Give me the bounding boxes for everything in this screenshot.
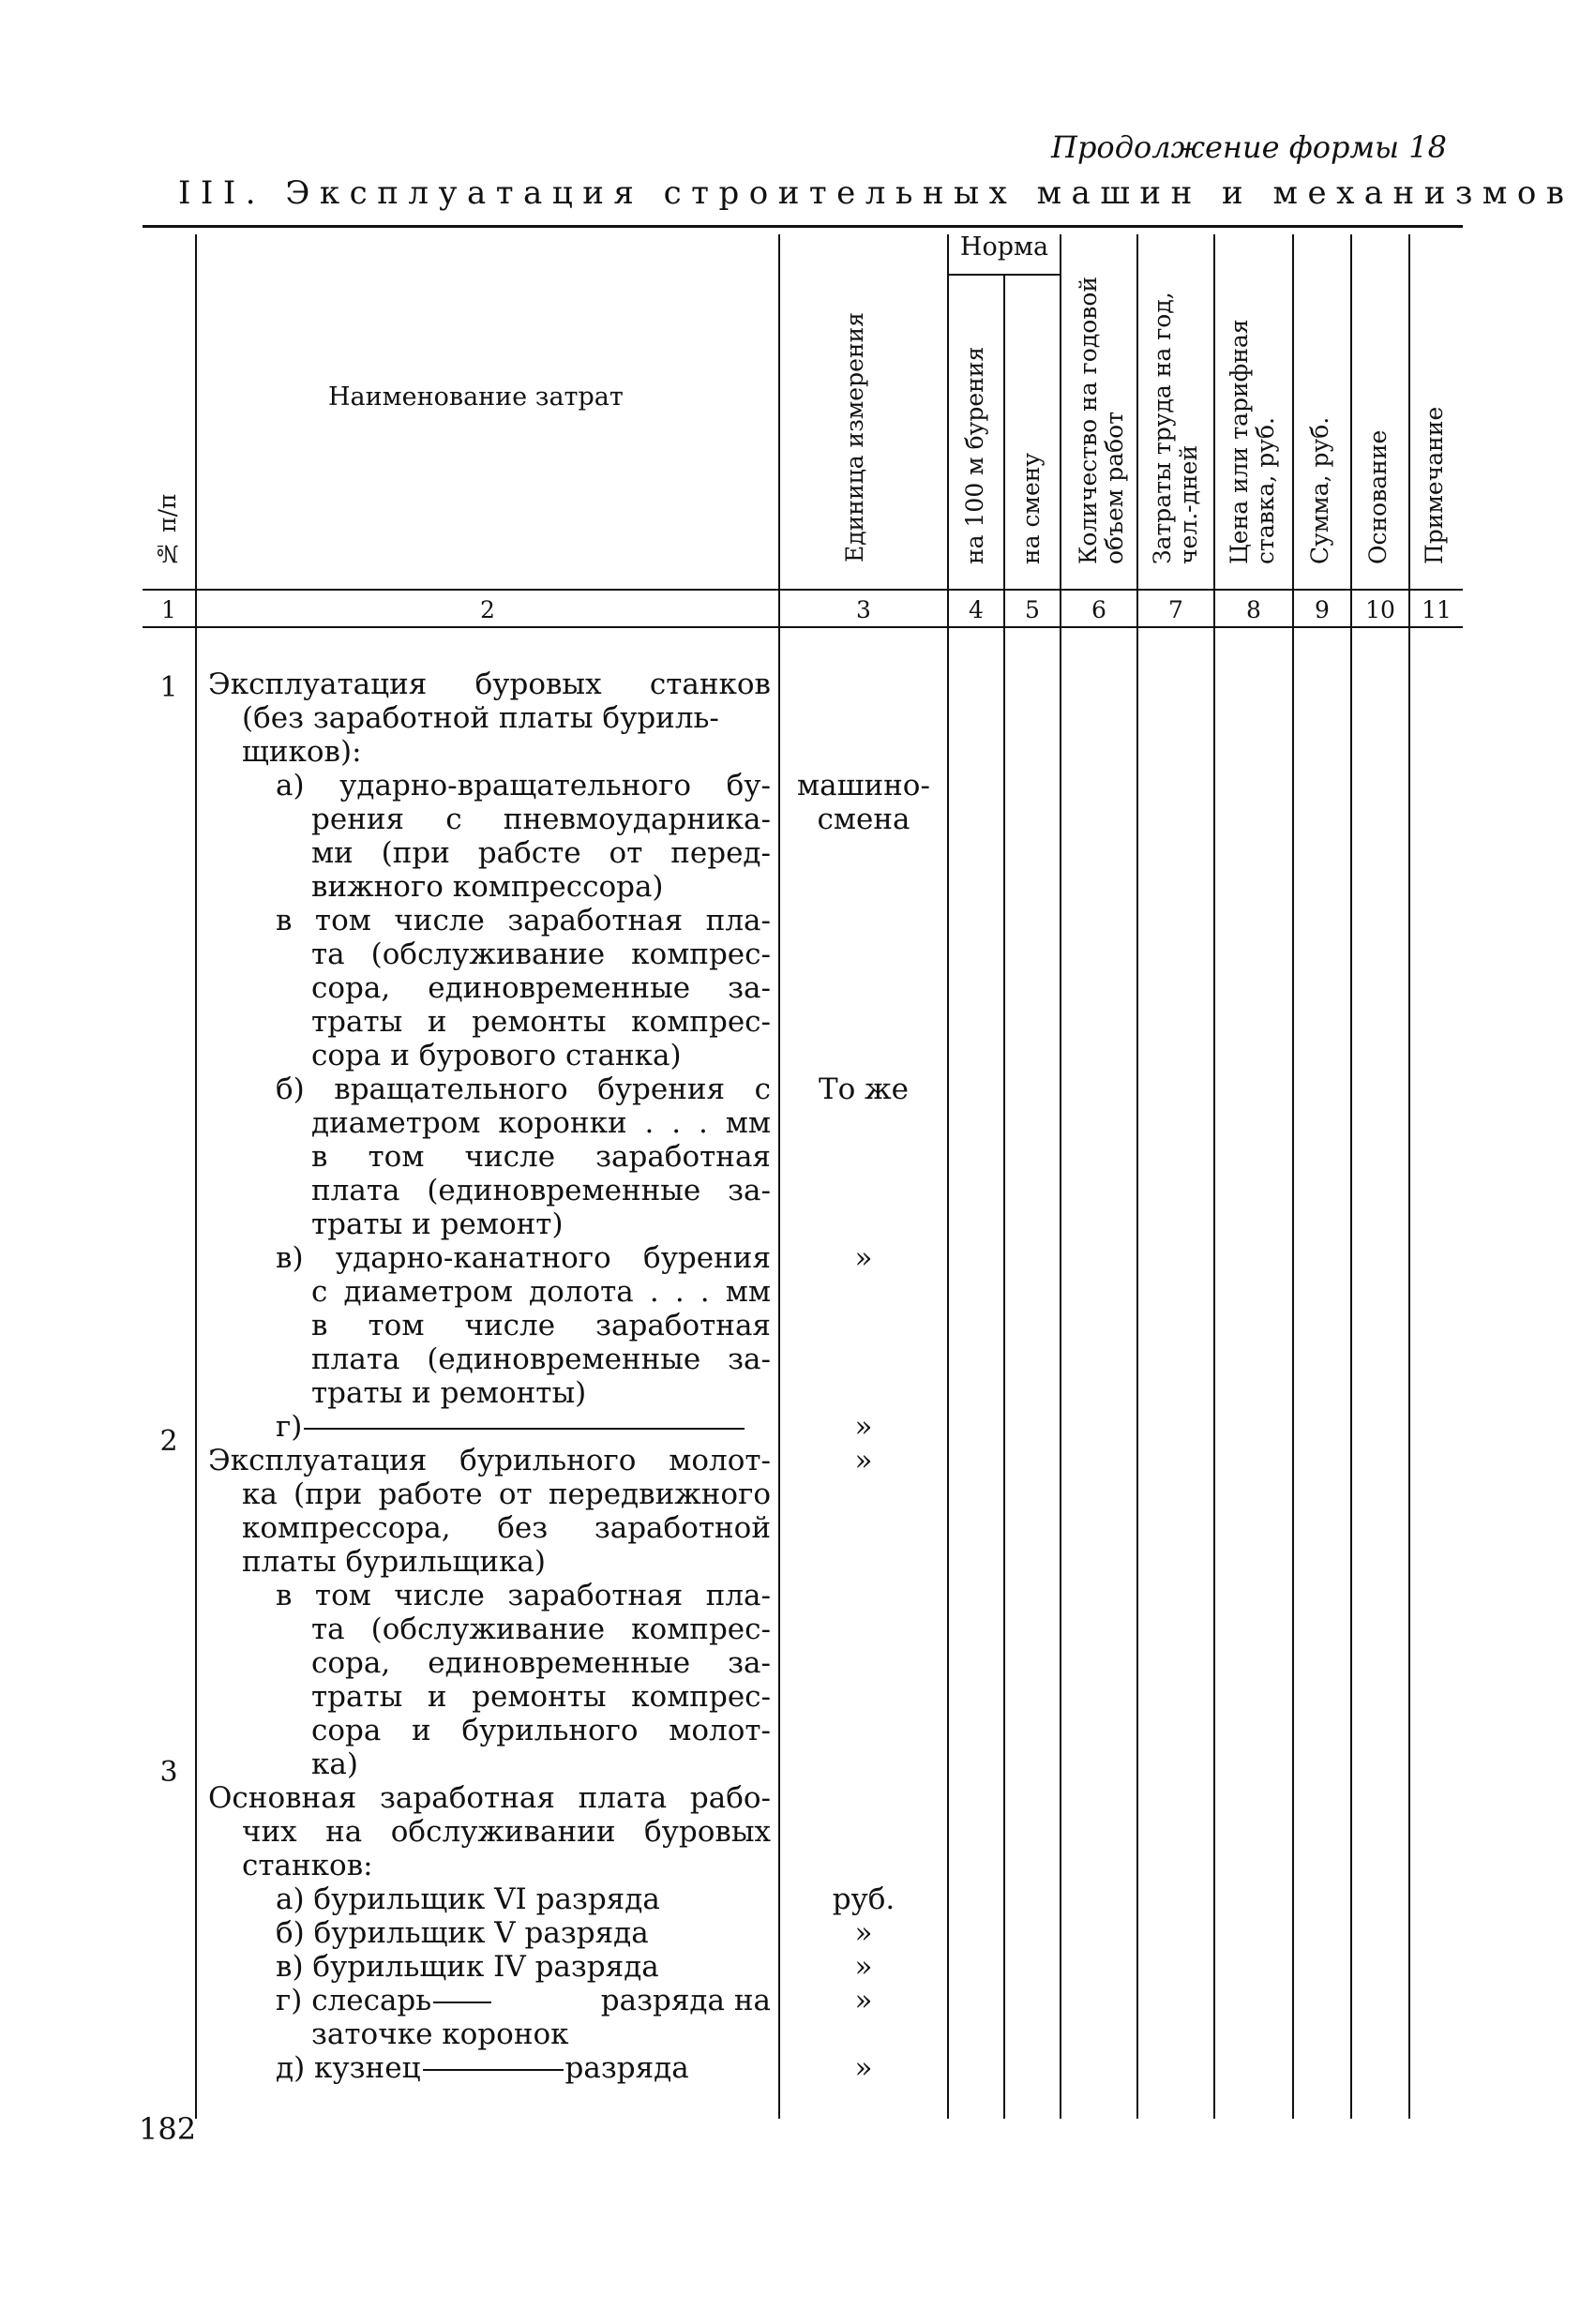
text-line: а) ударно-вращательного бу- [276, 769, 771, 802]
text-line: траты и ремонты компрес- [311, 1005, 771, 1039]
text-line: сора, единовременные за- [311, 1646, 771, 1680]
header-note: Примечание [1421, 406, 1448, 564]
text-line: траты и ремонты) [311, 1376, 587, 1410]
text-line-part: разряда [564, 2051, 689, 2085]
header-sum: Сумма, руб. [1306, 416, 1333, 564]
text-line: Эксплуатация буровых станков [208, 667, 771, 701]
text-line: сора и бурильного молот- [311, 1714, 771, 1747]
text-line: ка (при работе от передвижного [242, 1477, 771, 1511]
unit-value: То же [818, 1072, 910, 1106]
text-line: в том числе заработная [311, 1140, 771, 1174]
unit-value: » [854, 1410, 873, 1444]
blank-fill-line [304, 1428, 745, 1430]
text-line: Основная заработная плата рабо- [208, 1781, 771, 1815]
text-line: та (обслуживание компрес- [311, 1612, 771, 1646]
text-line: (без заработной платы буриль- [242, 701, 719, 735]
unit-value: » [854, 1444, 873, 1477]
unit-value: смена [817, 802, 910, 836]
column-number-10: 10 [1365, 596, 1395, 623]
text-line: сора и бурового станка) [311, 1039, 682, 1072]
text-line: компрессора, без заработной [242, 1511, 771, 1545]
text-line: плата (единовременные за- [311, 1342, 771, 1376]
text-line: станков: [242, 1849, 373, 1882]
text-line: траты и ремонты компрес- [311, 1680, 771, 1714]
header-quantity-line1: Количество на годовой [1075, 276, 1102, 564]
column-number-3: 3 [856, 596, 871, 623]
text-line: рения с пневмоударника- [311, 802, 771, 836]
text-line: плата (единовременные за- [311, 1174, 771, 1207]
text-line: б) вращательного бурения с [276, 1072, 771, 1106]
header-num: № п/п [154, 493, 181, 567]
text-line: траты и ремонт) [311, 1207, 564, 1241]
text-line: платы бурильщика) [242, 1545, 546, 1579]
unit-value: » [854, 1984, 873, 2017]
text-line: сора, единовременные за- [311, 971, 771, 1005]
header-labor-line2: чел.-дней [1175, 444, 1202, 564]
text-line: в) ударно-канатного бурения [276, 1241, 771, 1275]
text-line: а) бурильщик VI разряда [276, 1882, 660, 1916]
text-line: в том числе заработная [311, 1309, 771, 1342]
column-number-6: 6 [1091, 596, 1106, 623]
column-number-2: 2 [480, 596, 495, 623]
text-line: та (обслуживание компрес- [311, 937, 771, 971]
column-number-4: 4 [969, 596, 984, 623]
section-title: III. Эксплуатация строительных машин и механизмов [178, 174, 1574, 212]
text-line: б) бурильщик V разряда [276, 1916, 649, 1950]
text-line: в том числе заработная пла- [276, 904, 771, 937]
header-norma-shift: на смену [1017, 452, 1045, 564]
text-line: в) бурильщик IV разряда [276, 1950, 659, 1984]
column-number-7: 7 [1168, 596, 1183, 623]
text-line-part: д) кузнец [276, 2051, 421, 2085]
header-norma: Норма [959, 232, 1049, 262]
text-line: Эксплуатация бурильного молот- [208, 1444, 771, 1477]
text-line: диаметром коронки . . . мм [311, 1106, 771, 1140]
row-number-3: 3 [159, 1756, 178, 1789]
text-line-part: г) [276, 1410, 303, 1444]
blank-fill-line [423, 2069, 564, 2071]
header-price-line2: ставка, руб. [1252, 417, 1279, 564]
column-number-1: 1 [161, 596, 176, 623]
column-number-9: 9 [1315, 596, 1330, 623]
text-line: щиков): [242, 735, 362, 769]
text-line-part: г) слесарь [276, 1984, 493, 2017]
unit-value: руб. [832, 1882, 895, 1916]
header-norma-100m: на 100 м бурения [961, 346, 988, 564]
column-number-11: 11 [1422, 596, 1452, 623]
unit-value: машино- [797, 769, 930, 802]
header-price-line1: Цена или тарифная [1226, 319, 1253, 564]
text-line: ми (при рабсте от перед- [311, 836, 771, 870]
header-name: Наименование затрат [328, 382, 624, 412]
header-labor-line1: Затраты труда на год, [1149, 292, 1176, 564]
text-line: в том числе заработная пла- [276, 1579, 771, 1612]
header-basis: Основание [1364, 429, 1392, 564]
column-number-8: 8 [1246, 596, 1261, 623]
unit-value: » [854, 1916, 873, 1950]
blank-fill-line [433, 2002, 491, 2003]
text-line [276, 2051, 689, 2085]
text-line: ка) [311, 1747, 358, 1781]
column-number-5: 5 [1025, 596, 1040, 623]
text-line-part: разряда на [600, 1984, 771, 2017]
row-number-1: 1 [159, 671, 178, 704]
text-line: вижного компрессора) [311, 870, 664, 904]
header-quantity-line2: объем работ [1101, 411, 1128, 564]
unit-value: » [854, 1950, 873, 1984]
unit-value: » [854, 2051, 873, 2085]
text-line [276, 1410, 746, 1444]
form-continuation-label: Продолжение формы 18 [1051, 129, 1447, 165]
unit-value: » [854, 1241, 873, 1275]
header-unit: Единица измерения [841, 312, 868, 562]
text-line: чих на обслуживании буровых [242, 1815, 771, 1849]
row-number-2: 2 [159, 1425, 178, 1458]
text-line: заточке коронок [311, 2017, 569, 2051]
text-line: с диаметром долота . . . мм [311, 1275, 771, 1309]
page-number: 182 [139, 2111, 197, 2147]
text-line [276, 1984, 771, 2017]
